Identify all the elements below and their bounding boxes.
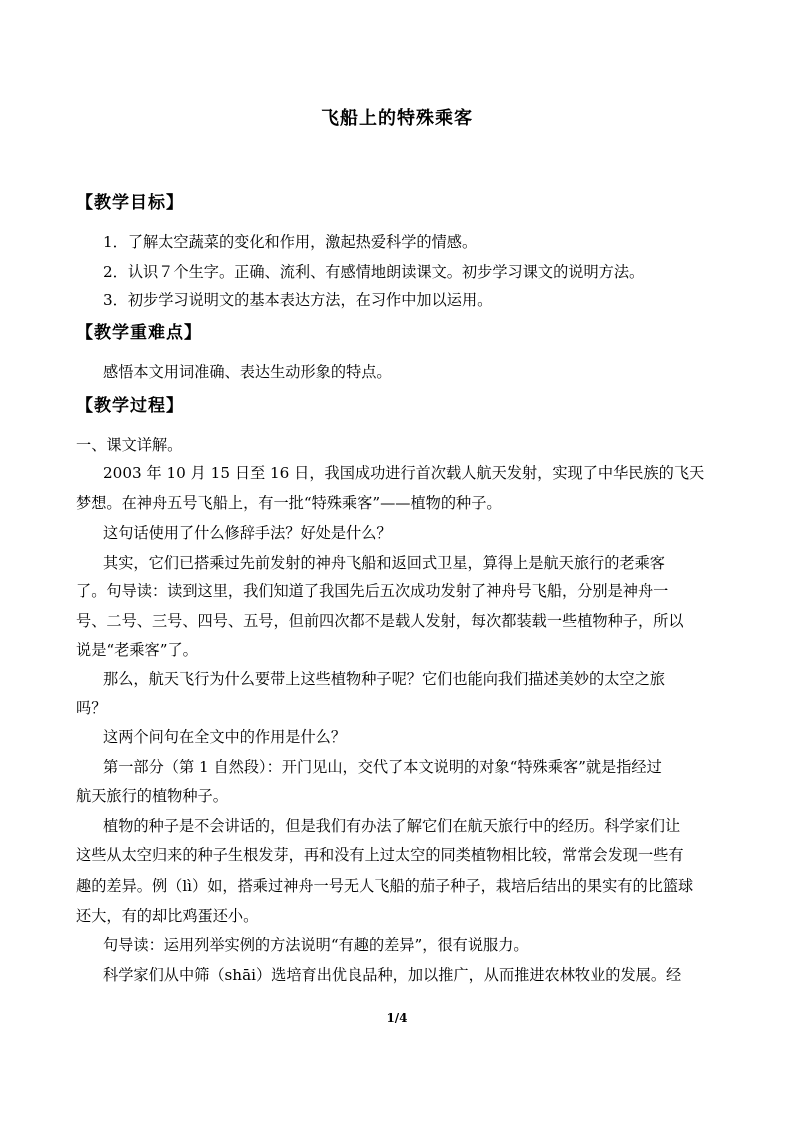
process-line: 说是“老乘客”了。 [76,641,198,659]
process-line: 航天旅行的植物种子。 [76,787,228,805]
process-line: 趣的差异。例（lì）如，搭乘过神舟一号无人飞船的茄子种子，栽培后结出的果实有的比篮球 [76,877,694,895]
goal-item-3: 3．初步学习说明文的基本表达方法，在习作中加以运用。 [103,291,493,309]
goal-item-2: 2．认识７个生字。正确、流利、有感情地朗读课文。初步学习课文的说明方法。 [103,263,645,281]
process-line: 一、课文详解。 [76,436,183,454]
page-number: 1/4 [386,1011,408,1025]
process-line: 这些从太空归来的种子生根发芽，再和没有上过太空的同类植物相比较，常常会发现一些有 [76,846,684,864]
process-line: 句导读：运用列举实例的方法说明“有趣的差异”，很有说服力。 [103,936,529,954]
process-line: 其实，它们已搭乘过先前发射的神舟飞船和返回式卫星，算得上是航天旅行的老乘客 [103,554,665,572]
process-line: 植物的种子是不会讲话的，但是我们有办法了解它们在航天旅行中的经历。科学家们让 [103,817,681,835]
process-line: 这两个问句在全文中的作用是什么？ [103,728,346,746]
goal-item-1: 1．了解太空蔬菜的变化和作用，激起热爱科学的情感。 [103,233,478,251]
section-heading-goals: 【教学目标】 [76,193,184,213]
process-line: 梦想。在神舟五号飞船上，有一批“特殊乘客”——植物的种子。 [76,494,502,512]
process-line: 吗？ [76,699,107,717]
process-line: 号、二号、三号、四号、五号，但前四次都不是载人发射，每次都装载一些植物种子，所以 [76,612,684,630]
process-line: 科学家们从中筛（shāi）选培育出优良品种，加以推广，从而推进农林牧业的发展。经 [103,966,682,984]
process-line: 还大，有的却比鸡蛋还小。 [76,907,259,925]
process-line: 了。句导读：读到这里，我们知道了我国先后五次成功发射了神舟号飞船，分别是神舟一 [76,582,669,600]
page-title: 飞船上的特殊乘客 [321,108,473,129]
process-line: 这句话使用了什么修辞手法？好处是什么？ [103,524,392,542]
process-line: 2003 年 10 月 15 日至 16 日，我国成功进行首次载人航天发射，实现了中华民族的飞天 [103,464,705,482]
section-heading-key-points: 【教学重难点】 [76,323,202,343]
key-points-text: 感悟本文用词准确、表达生动形象的特点。 [103,363,392,381]
process-line: 第一部分（第 1 自然段）：开门见山，交代了本文说明的对象“特殊乘客”就是指经过 [103,758,662,776]
process-line: 那么，航天飞行为什么要带上这些植物种子呢？它们也能向我们描述美妙的太空之旅 [103,670,665,688]
section-heading-process: 【教学过程】 [76,396,184,416]
